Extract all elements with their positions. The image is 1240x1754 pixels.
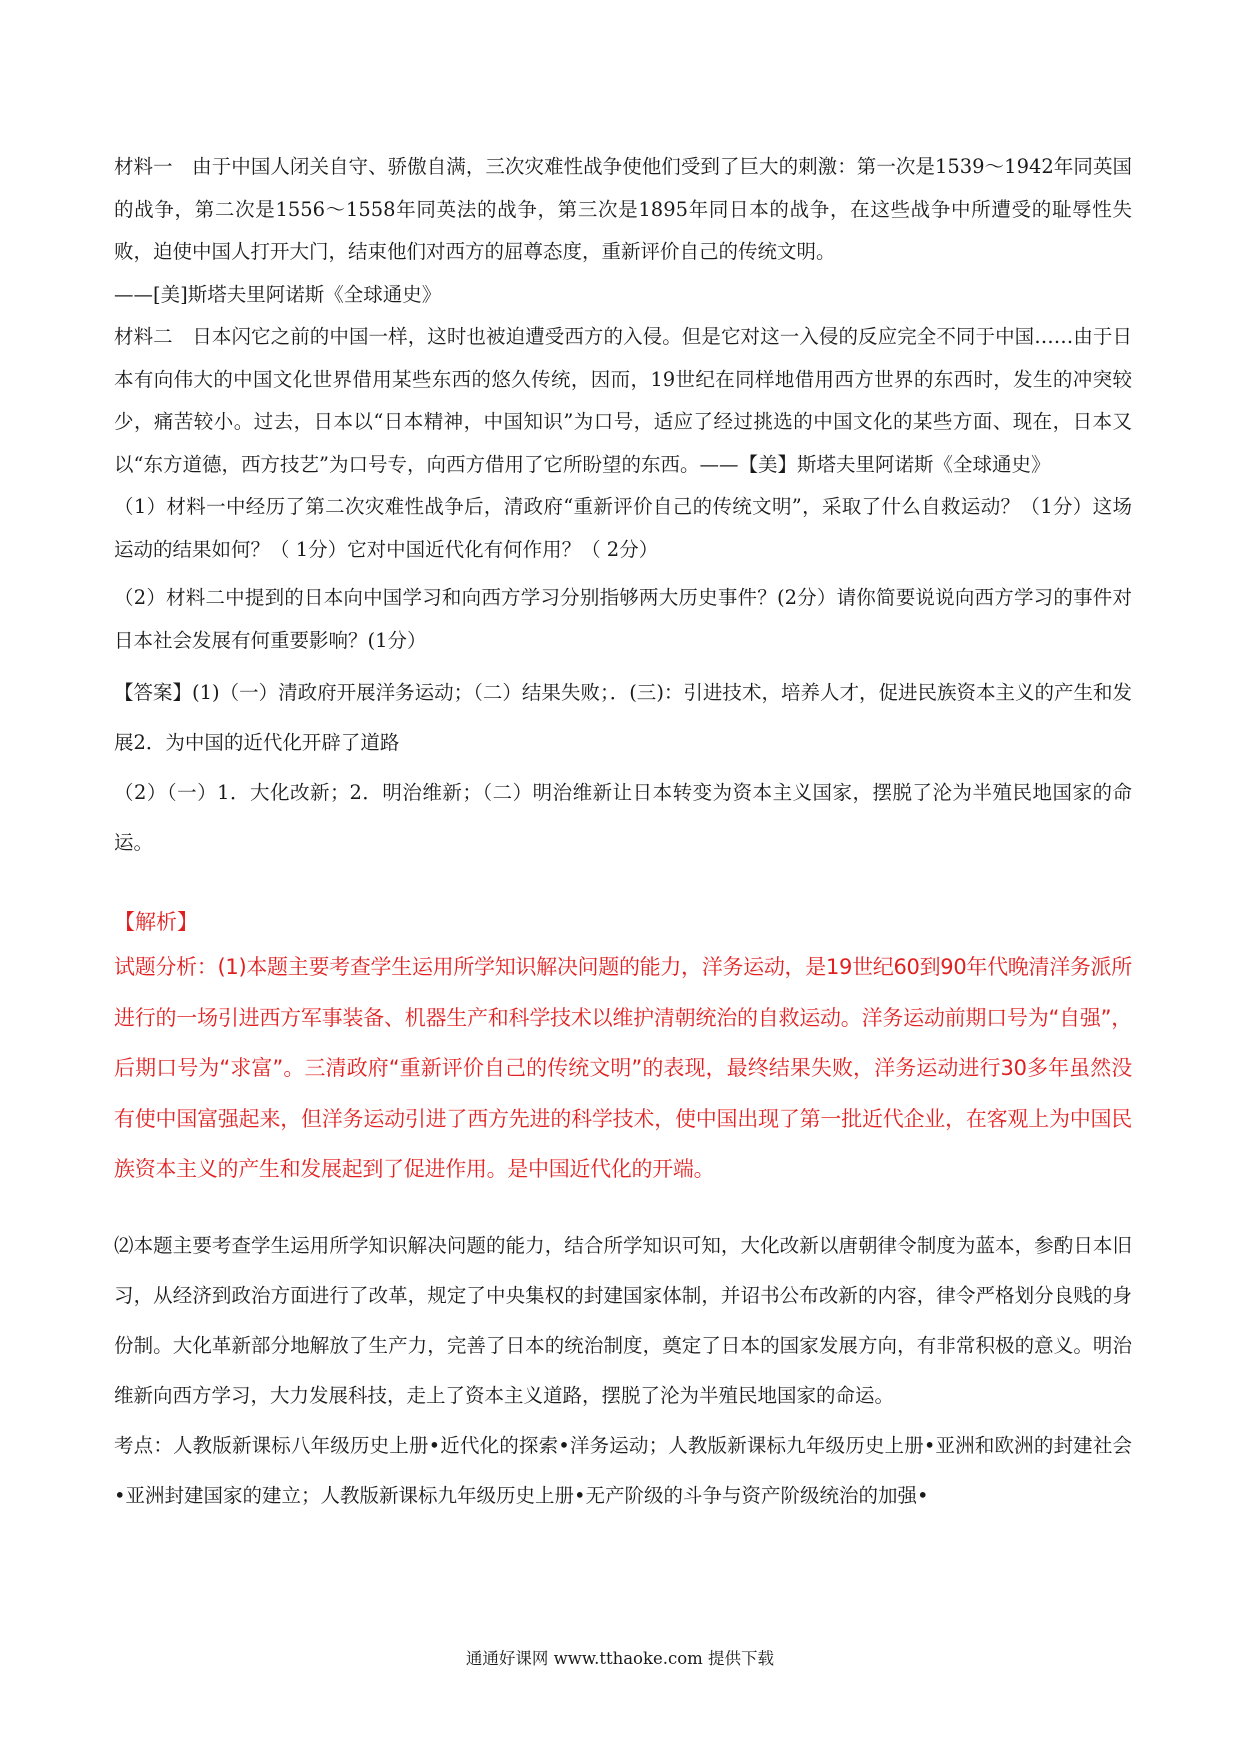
analysis-heading: 【解析】	[114, 910, 198, 934]
answer-part-one: 【答案】(1)（一）清政府开展洋务运动；（二）结果失败；．(三)：引进技术，培养人才，促进民族资本主义的产生和发展2．为中国的近代化开辟了道路	[114, 681, 1132, 754]
document-body	[114, 146, 1132, 1521]
answer-part-two: （2）（一）1．大化改新；2．明治维新；（二）明治维新让日本转变为资本主义国家，摆脱了沦为半殖民地国家的命运。	[114, 781, 1132, 854]
page-footer: 通通好课网 www.tthaoke.com 提供下载	[465, 1649, 775, 1668]
material-one-source: ——[美]斯塔夫里阿诺斯《全球通史》	[114, 282, 442, 306]
material-two-text: 材料二 日本闪它之前的中国一样，这时也被迫遭受西方的入侵。但是它对这一入侵的反应完全不同于中国……由于日本有向伟大的中国文化世界借用某些东西的悠久传统，因而，19世纪在同样地借用西方世界的东西时，发生的冲突较少，痛苦较小。过去，日本以“日本精神，中国知识”为口号，适应了经过挑选的中国文化的某些方面、现在，日本又以“东方道德，西方技艺”为口号专，向西方借用了它所盼望的东西。——【美】斯塔夫里阿诺斯《全球通史》	[114, 325, 1132, 476]
question-two: （2）材料二中提到的日本向中国学习和向西方学习分别指够两大历史事件？(2分）请你简要说说向西方学习的事件对日本社会发展有何重要影响？(1分）	[114, 586, 1132, 652]
analysis-part-two: ⑵本题主要考查学生运用所学知识解决问题的能力，结合所学知识可知，大化改新以唐朝律令制度为蓝本，参酌日本旧习，从经济到政治方面进行了改革，规定了中央集权的封建国家体制，并诏书公布改新的内容，律令严格划分良贱的身份制。大化革新部分地解放了生产力，完善了日本的统治制度，奠定了日本的国家发展方向，有非常积极的意义。明治维新向西方学习，大力发展科技，走上了资本主义道路，摆脱了沦为半殖民地国家的命运。	[114, 1233, 1132, 1407]
material-one-text: 材料一 由于中国人闭关自守、骄傲自满，三次灾难性战争使他们受到了巨大的刺激：第一次是1539～1942年同英国的战争，第二次是1556～1558年同英法的战争，第三次是1895年同日本的战争，在这些战争中所遭受的耻辱性失败，迫使中国人打开大门，结束他们对西方的屈尊态度，重新评价自己的传统文明。	[114, 155, 1132, 263]
analysis-kaodian: 考点：人教版新课标八年级历史上册•近代化的探索•洋务运动；人教版新课标九年级历史上册•亚洲和欧洲的封建社会•亚洲封建国家的建立；人教版新课标九年级历史上册•无产阶级的斗争与资产阶级统治的加强•	[114, 1433, 1132, 1507]
analysis-part-one: 试题分析：(1)本题主要考查学生运用所学知识解决问题的能力，洋务运动，是19世纪60到90年代晚清洋务派所进行的一场引进西方军事装备、机器生产和科学技术以维护清朝统治的自救运动。洋务运动前期口号为“自强”，后期口号为“求富”。三清政府“重新评价自己的传统文明”的表现，最终结果失败，洋务运动进行30多年虽然没有使中国富强起来，但洋务运动引进了西方先进的科学技术，使中国出现了第一批近代企业，在客观上为中国民族资本主义的产生和发展起到了促进作用。是中国近代化的开端。	[114, 955, 1133, 1181]
question-one: （1）材料一中经历了第二次灾难性战争后，清政府“重新评价自己的传统文明”，采取了什么自救运动？（1分）这场运动的结果如何？（ 1分）它对中国近代化有何作用？（ 2分）	[114, 495, 1132, 561]
